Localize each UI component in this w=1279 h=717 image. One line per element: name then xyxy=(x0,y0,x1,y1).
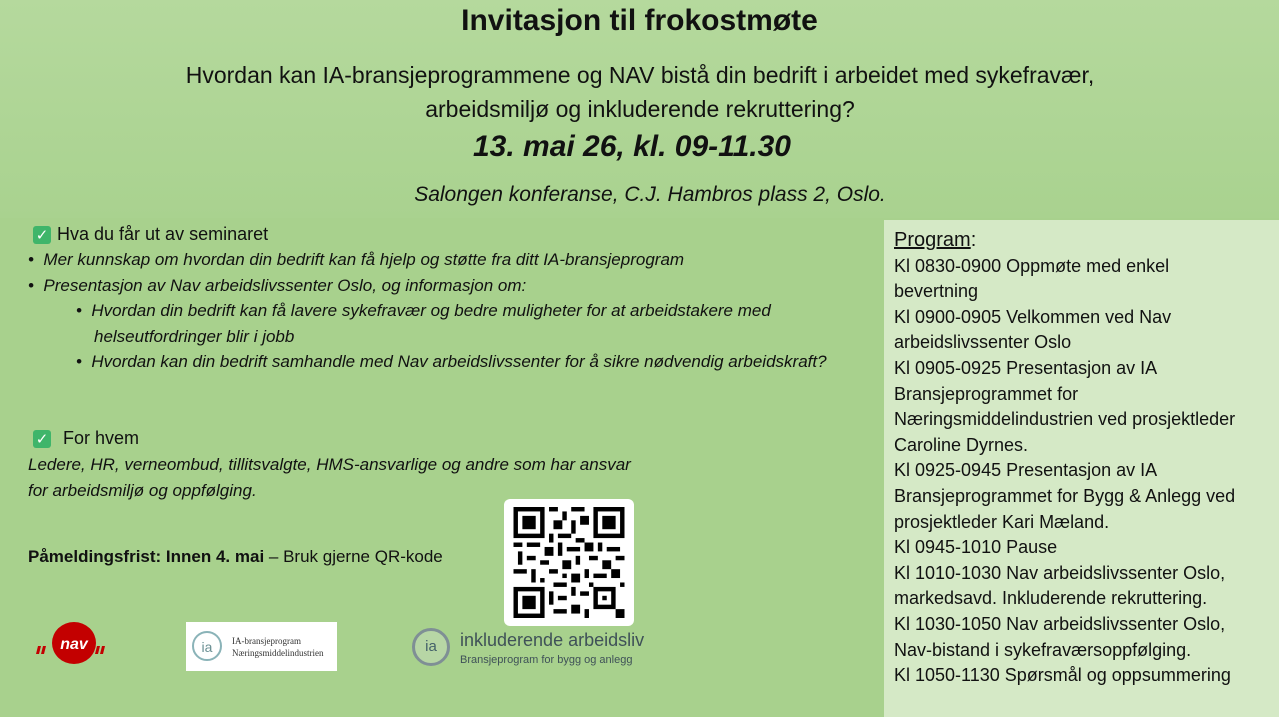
program-line: Kl 1050-1130 Spørsmål og oppsummering xyxy=(894,665,1231,686)
deadline-suffix: – Bruk gjerne QR-kode xyxy=(264,547,443,566)
program-line: Næringsmiddelindustrien ved prosjektleder xyxy=(894,409,1236,430)
benefits-list xyxy=(28,247,884,375)
ia-logo-icon: ia xyxy=(412,628,450,666)
program-heading: Program xyxy=(894,229,971,251)
list-subitem: • Hvordan kan din bedrift samhandle med Nav arbeidslivssenter for å sikre nødvendig arbeidskraft? xyxy=(76,352,827,371)
page-title: Invitasjon til frokostmøte xyxy=(461,4,818,37)
ia2-logo-line2: Bransjeprogram for bygg og anlegg xyxy=(460,654,633,666)
benefits-heading-label: Hva du får ut av seminaret xyxy=(57,224,269,244)
program-line: Kl 0900-0905 Velkommen ved Nav xyxy=(894,306,1172,327)
list-item: • Mer kunnskap om hvordan din bedrift kan få hjelp og støtte fra ditt IA-bransjeprogram xyxy=(28,250,685,269)
program-line: Kl 1030-1050 Nav arbeidslivssenter Oslo, xyxy=(894,613,1226,634)
ia-logo-icon: ia xyxy=(192,631,222,661)
program-line: prosjektleder Kari Mæland. xyxy=(894,511,1110,532)
nav-logo-icon xyxy=(34,620,114,666)
program-panel: Program: Kl 0830-0900 Oppmøte med enkel bevertning Kl 0900-0905 Velkommen ved Nav arbeidslivssenter Oslo Kl 0905-0925 Presentasjon av IA Bransjeprogrammet for Næringsmiddelindustrien ved prosjektleder Caroline Dyrnes. Kl 0925-0945 Presentasjon av IA Bransjeprogrammet for Bygg & Anlegg ved prosjektleder Kari Mæland. Kl 0945-1010 Pause Kl 1010-1030 Nav arbeidslivssenter Oslo, markedsavd. Inkluderende rekruttering. Kl 1030-1050 Nav arbeidslivssenter Oslo, Nav-bistand i sykefraværsoppfølging. Kl 1050-1130 Spørsmål og oppsummering xyxy=(884,220,1279,717)
list-subitem: • Hvordan din bedrift kan få lavere sykefravær og bedre muligheter for at arbeidstakere med helseutfordringer blir i jobb xyxy=(76,301,771,346)
page-subtitle: Hvordan kan IA-bransjeprogrammene og NAV bistå din bedrift i arbeidet med sykefravær, arbeidsmiljø og inkluderende rekruttering? xyxy=(185,62,1095,122)
nav-logo-text: nav xyxy=(60,636,88,653)
program-line: markedsavd. Inkluderende rekruttering. xyxy=(894,588,1208,609)
qr-code[interactable] xyxy=(504,499,634,626)
program-line: Caroline Dyrnes. xyxy=(894,434,1029,455)
event-venue: Salongen konferanse, C.J. Hambros plass 2, Oslo. xyxy=(414,183,886,206)
program-line: Kl 1010-1030 Nav arbeidslivssenter Oslo, xyxy=(894,562,1226,583)
event-date: 13. mai 26, kl. 09-11.30 xyxy=(472,130,791,163)
program-line: Bransjeprogrammet for Bygg & Anlegg ved xyxy=(894,485,1236,506)
checkmark-icon: ✓ xyxy=(33,430,51,448)
checkmark-icon: ✓ xyxy=(33,226,51,244)
program-line: Bransjeprogrammet for xyxy=(894,383,1079,404)
audience-heading-label: For hvem xyxy=(63,428,140,448)
ia-logo-line2: Næringsmiddelindustrien xyxy=(232,648,324,658)
ia2-logo-line1: inkluderende arbeidsliv xyxy=(460,630,645,650)
program-line: Kl 0925-0945 Presentasjon av IA xyxy=(894,460,1158,481)
ia-logo-line1: IA-bransjeprogram xyxy=(232,636,301,646)
ia-bygg-anlegg-logo xyxy=(412,626,645,672)
registration-deadline xyxy=(28,547,443,567)
header-banner xyxy=(0,0,1279,218)
deadline-label: Påmeldingsfrist: Innen 4. mai xyxy=(28,547,265,566)
program-line: Kl 0945-1010 Pause xyxy=(894,537,1058,558)
audience-text: Ledere, HR, verneombud, tillitsvalgte, HMS-ansvarlige og andre som har ansvar for arbeidsmiljø og oppfølging. xyxy=(28,455,631,500)
program-line: Nav-bistand i sykefraværsoppfølging. xyxy=(894,639,1192,660)
program-line: arbeidslivssenter Oslo xyxy=(894,332,1072,353)
list-item: • Presentasjon av Nav arbeidslivssenter Oslo, og informasjon om: xyxy=(28,275,527,295)
program-line: bevertning xyxy=(894,281,979,302)
audience-heading xyxy=(33,428,139,449)
info-section xyxy=(0,218,884,717)
program-line: Kl 0905-0925 Presentasjon av IA xyxy=(894,357,1158,378)
ia-naeringsmiddel-logo xyxy=(186,622,337,671)
qr-code-icon xyxy=(512,507,626,618)
program-line: Kl 0830-0900 Oppmøte med enkel xyxy=(894,255,1170,276)
benefits-heading xyxy=(33,224,268,245)
